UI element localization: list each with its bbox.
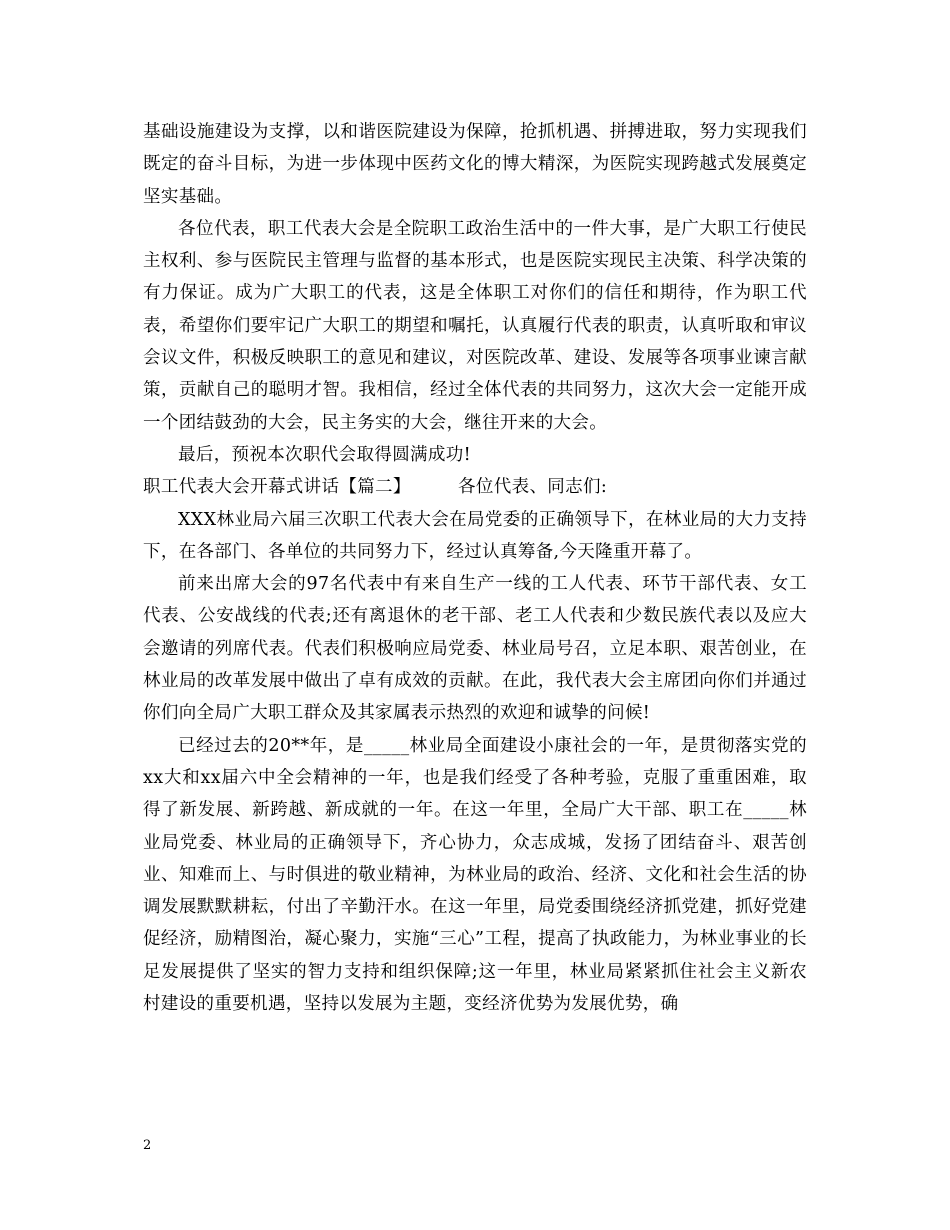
page-number: 2 — [143, 1138, 152, 1153]
paragraph-1: 基础设施建设为支撑，以和谐医院建设为保障，抢抓机遇、拼搏进取，努力实现我们既定的奋斗目标，为进一步体现中医药文化的博大精深，为医院实现跨越式发展奠定坚实基础。 — [143, 122, 807, 207]
paragraph-3: 最后，预祝本次职代会取得圆满成功! — [178, 444, 471, 465]
paragraph-6: 已经过去的20**年，是_____林业局全面建设小康社会的一年，是贯彻落实党的xx大和xx届六中全会精神的一年，也是我们经受了各种考验，克服了重重困难，取得了新发展、新跨越、新成就的一年。在这一年里，全局广大干部、职工在_____林业局党委、林业局的正确领导下，齐心协力，众志成城，发扬了团结奋斗、艰苦创业、知难而上、与时俱进的敬业精神，为林业局的政治、经济、文化和社会生活的协调发展默默耕耘，付出了辛勤汗水。在这一年里，局党委围绕经济抓党建，抓好党建促经济，励精图治，凝心聚力，实施“三心”工程，提高了执政能力，为林业事业的长足发展提供了坚实的智力支持和组织保障;这一年里，林业局紧紧抓住社会主义新农村建设的重要机遇，坚持以发展为主题，变经济优势为发展优势，确 — [143, 735, 807, 1015]
document-body — [143, 116, 807, 1020]
section-heading: 职工代表大会开幕式讲话【篇二】 各位代表、同志们: — [143, 477, 608, 498]
paragraph-2: 各位代表，职工代表大会是全院职工政治生活中的一件大事，是广大职工行使民主权利、参与医院民主管理与监督的基本形式，也是医院实现民主决策、科学决策的有力保证。成为广大职工的代表，这是全体职工对你们的信任和期待，作为职工代表，希望你们要牢记广大职工的期望和嘱托，认真履行代表的职责，认真听取和审议会议文件，积极反映职工的意见和建议，对医院改革、建设、发展等各项事业谏言献策，贡献自己的聪明才智。我相信，经过全体代表的共同努力，这次大会一定能开成一个团结鼓劲的大会，民主务实的大会，继往开来的大会。 — [143, 218, 807, 433]
paragraph-5: 前来出席大会的97名代表中有来自生产一线的工人代表、环节干部代表、女工代表、公安战线的代表;还有离退休的老干部、老工人代表和少数民族代表以及应大会邀请的列席代表。代表们积极响应局党委、林业局号召，立足本职、艰苦创业，在林业局的改革发展中做出了卓有成效的贡献。在此，我代表大会主席团向你们并通过你们向全局广大职工群众及其家属表示热烈的欢迎和诚挚的问候! — [143, 574, 807, 724]
paragraph-4: XXX林业局六届三次职工代表大会在局党委的正确领导下，在林业局的大力支持下，在各部门、各单位的共同努力下，经过认真筹备,今天隆重开幕了。 — [143, 509, 807, 562]
